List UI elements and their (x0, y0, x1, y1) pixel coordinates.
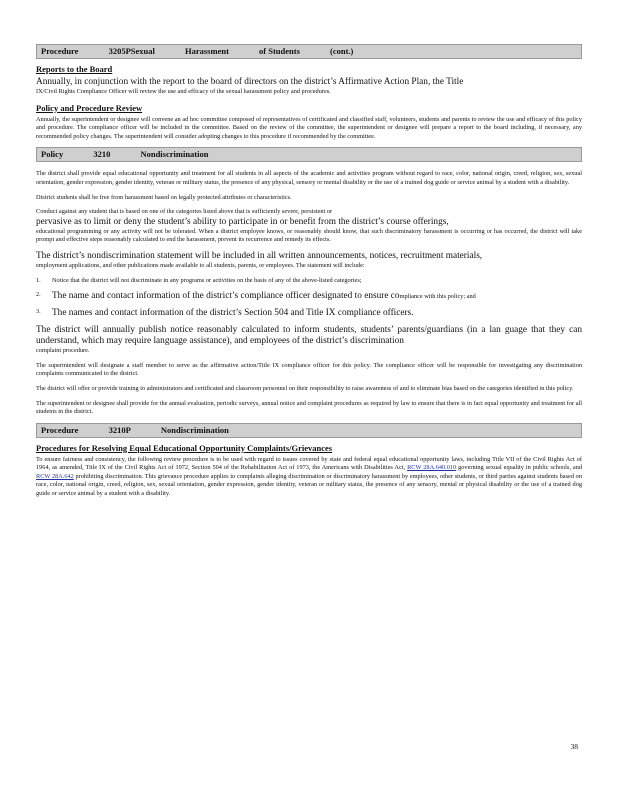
bar-code: 3210P (108, 424, 131, 435)
paragraph-conduct (36, 208, 582, 245)
bar-label: Policy (41, 149, 64, 160)
reports-text-small: IX/Civil Rights Compliance Officer will review the use and efficacy of the sexual harassment policy and procedures. (36, 88, 331, 95)
page-number: 38 (570, 742, 578, 751)
paragraph-annual-notice (36, 325, 582, 356)
statement-text-small: employment applications, and other publications made available to all students, parents, or employees. The statement will include: (36, 261, 365, 269)
statement-text-large: The district’s nondiscrimination statement will be included in all written announcements, notices, recruitment materials, (36, 250, 483, 261)
annual-notice-text-small: complaint procedure. (36, 347, 90, 355)
list-text-large: The names and contact information of the district’s Section 504 and Title IX compliance officers. (52, 308, 414, 319)
conduct-text-a: Conduct against any student that is based on one of the categories listed above that is sufficiently severe, persistent or (36, 208, 333, 216)
paragraph-statement (36, 251, 582, 271)
heading-policy-review: Policy and Procedure Review (36, 102, 143, 113)
bar-label: Procedure (41, 46, 79, 56)
list-number: 2. (36, 291, 41, 299)
rcw-28a-640-010-link[interactable]: RCW 28A.640.010 (407, 464, 457, 472)
bar-label: Procedure (41, 424, 79, 435)
list-text: mpliance with this policy; and (399, 293, 476, 301)
paragraph-training: The district will offer or provide training to administrators and certificated and classroom personnel on their responsibility to raise awareness of and to eliminate bias based on the categories identified in this policy. (36, 384, 574, 392)
bar-title: Harassment (184, 46, 229, 56)
bar-suffix: (cont.) (330, 46, 354, 56)
section-bar-procedure-3205p (36, 44, 582, 59)
list-number: 1. (36, 276, 41, 284)
bar-title-cont: of Students (259, 46, 300, 56)
paragraph-grievance (36, 456, 582, 499)
paragraph-evaluation: The superintendent or designee shall provide for the annual evaluation, periodic surveys, annual notice and complaint procedures as required by law to ensure that there is in fact equal opportunity and treatment for all students in the district. (36, 399, 582, 416)
list-item (36, 308, 582, 319)
paragraph-compliance-officer: The superintendent will designate a staff member to serve as the affirmative action/Title IX compliance officer for this policy. The compliance officer will be responsible for investigating any discrimination complaints communicated to the district. (36, 361, 582, 378)
conduct-text-b: educational programming or any activity will not be tolerated. When a district employee knows, or reasonably should know, that such discriminatory harassment is occurring or has occurred, the district will take prompt and effective steps reasonably calculated to end the harassment, prevent its recurrence and remedy its effects. (36, 227, 582, 244)
reports-paragraph (36, 77, 582, 97)
reports-text-large: Annually, in conjunction with the report to the board of directors on the district’s Affirmative Action Plan, the Title (36, 77, 464, 87)
document-page (36, 44, 582, 505)
grievance-text-a: To ensure fairness and consistency, the following review procedure is to be used with regard to issues covered by state and federal equal educational opportunity laws, including Title VII of the Civil Rights Act of 1964, as amended, Title IX of the Civil Rights Act of 1972, Section 504 of the Rehabilitation Act of 1973, the Americans with Disabilities Act, (36, 455, 582, 472)
bar-title: Nondiscrimination (160, 424, 229, 435)
list-item (36, 291, 582, 302)
paragraph-free-from-harassment: District students shall be free from harassment based on legally protected attributes or characteristics. (36, 193, 292, 201)
rcw-28a-642-link[interactable]: RCW 28A.642 (36, 472, 74, 480)
grievance-text-c: prohibiting discrimination. This grievance procedure applies to complaints alleging discrimination or discriminatory harassment by employees, other students, or third parties against students based on race, color, national origin, creed, religion, sex, sexual orientation, gender expression, gender identity, veteran or military status, the presence of any sensory, mental or physical disability or the use of a trained dog guide or service animal by a student with a disability. (36, 472, 582, 498)
section-bar-procedure-3210p (36, 423, 582, 438)
section-bar-policy-3210 (36, 147, 582, 162)
bar-code: 3210 (93, 149, 111, 160)
list-number: 3. (36, 308, 41, 316)
annual-notice-text-large: The district will annually publish notice reasonably calculated to inform students, students’ parents/guardians (in a lan guage that they can understand, which may require language assistance), and employees of the district’s discrimination (36, 325, 582, 347)
policy-review-paragraph: Annually, the superintendent or designee will convene an ad hoc committee composed of representatives of certificated and classified staff, volunteers, students and parents to review the use and efficacy of this policy and procedure. The compliance officer will be included in the committee. Based on the review of the committee, the superintendent or designee will prepare a report to the board including, if necessary, any recommended policy changes. The superintendent will consider adopting changes to this procedure if recommended by the committee. (36, 115, 582, 140)
list-text-large: The name and contact information of the district’s compliance officer designated to ensure co (52, 291, 400, 302)
heading-reports: Reports to the Board (36, 64, 113, 74)
heading-procedures: Procedures for Resolving Equal Educational Opportunity Complaints/Grievances (36, 442, 333, 453)
bar-code: 3205PSexual (108, 46, 155, 56)
bar-title: Nondiscrimination (140, 149, 209, 160)
paragraph-equal-opportunity: The district shall provide equal educational opportunity and treatment for all students in all aspects of the academic and activities program without regard to race, color, national origin, creed, religion, sex, sexual orientation, gender expression, gender identity, veteran or military status, the presence of any physical, sensory or mental disability or the use of a trained dog guide or service animal by a student with a disability. (36, 170, 582, 186)
list-item (36, 277, 582, 286)
list-text: Notice that the district will not discriminate in any programs or activities on the basis of any of the above-listed categories; (52, 276, 362, 284)
conduct-text-large: pervasive as to limit or deny the student’s ability to participate in or benefit from the district’s course offerings, (36, 216, 449, 227)
grievance-text-b: governing sexual equality in public schools, and (458, 464, 583, 472)
